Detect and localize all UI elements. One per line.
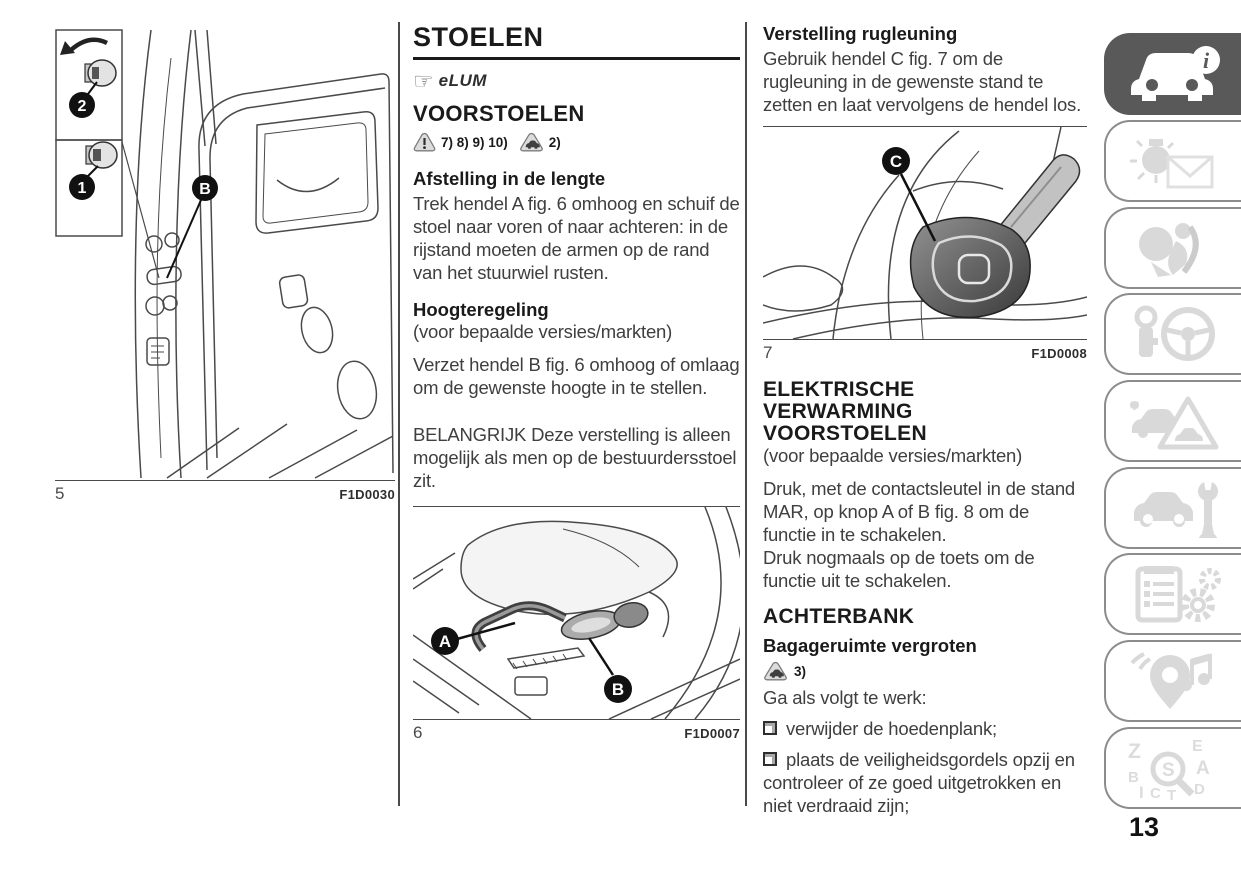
caution-refs: 2)	[548, 135, 561, 150]
svg-text:A: A	[1195, 758, 1210, 779]
heated-seats-heading-line3: VOORSTOELEN	[763, 422, 927, 445]
svg-text:T: T	[1166, 787, 1176, 800]
figure-7-backrest-handle-illustration	[763, 126, 1087, 363]
svg-text:I: I	[1138, 783, 1144, 800]
backrest-text: Gebruik hendel C fig. 7 om de rugleuning in de gewenste stand te zetten en laat vervolgens de hendel los.	[763, 48, 1082, 115]
safety-reference-row	[413, 132, 740, 153]
heated-seats-heading-line2: VERWARMING	[763, 400, 913, 423]
section-heading-achterbank: ACHTERBANK	[763, 605, 915, 628]
sidebar-tab-index[interactable]	[1104, 727, 1241, 809]
alphabetical-index-search-icon	[1126, 736, 1222, 800]
column-divider	[745, 22, 747, 806]
heated-seats-note: (voor bepaalde versies/markten)	[763, 445, 1023, 466]
svg-text:C: C	[1149, 785, 1161, 800]
sidebar-tab-safety[interactable]	[1104, 207, 1241, 289]
backrest-handle-drawing	[763, 126, 1087, 340]
section-heading-voorstoelen: VOORSTOELEN	[413, 101, 585, 126]
rear-seat-intro: Ga als volgt te werk:	[763, 687, 927, 708]
sidebar-tab-starting-driving[interactable]	[1104, 293, 1241, 375]
figure-6-number: 6	[413, 723, 423, 742]
figure-7-number: 7	[763, 343, 773, 362]
elum-reference	[413, 68, 740, 94]
pointing-hand-icon: ☞	[413, 67, 434, 94]
svg-text:Z: Z	[1127, 740, 1141, 763]
figure-5-code: F1D0030	[339, 487, 395, 502]
spec-list-gear-icon	[1126, 564, 1222, 624]
seat-levers-drawing	[413, 506, 740, 720]
square-bullet-icon	[763, 721, 777, 735]
multimedia-navigation-icon	[1126, 651, 1222, 711]
length-adjust-text: Trek hendel A fig. 6 omhoog en schuif de stoel naar voren of naar achteren: in de rijstand moeten de armen op de rand van het stuurwiel rusten.	[413, 193, 740, 283]
bullet-item-2	[763, 748, 1087, 817]
figure-7-code: F1D0008	[1031, 346, 1087, 361]
svg-text:S: S	[1161, 760, 1175, 781]
airbag-seatbelt-icon	[1126, 218, 1222, 278]
sidebar-tab-lights-messages[interactable]	[1104, 120, 1241, 202]
breakdown-triangle-icon	[1126, 391, 1222, 451]
key-steering-wheel-icon	[1126, 304, 1222, 364]
warning-light-message-icon	[1126, 131, 1222, 191]
right-column	[763, 22, 1087, 827]
callout-1-label: 1	[77, 180, 87, 197]
page-number: 13	[1128, 812, 1160, 842]
callout-A-label: A	[438, 632, 452, 651]
callout-B-label: B	[199, 181, 211, 198]
height-adjust-note: (voor bepaalde versies/markten)	[413, 321, 673, 342]
warning-refs: 7) 8) 9) 10)	[441, 135, 508, 150]
svg-text:D: D	[1193, 781, 1205, 798]
svg-text:i: i	[1202, 48, 1209, 73]
column-divider	[398, 22, 400, 806]
sidebar-tab-vehicle-info[interactable]	[1104, 33, 1241, 115]
svg-text:B: B	[1127, 769, 1139, 786]
sidebar-tab-emergency[interactable]	[1104, 380, 1241, 462]
caution-reference-row	[763, 661, 1087, 682]
car-wrench-icon	[1126, 478, 1222, 538]
elum-label: eLUM	[438, 71, 487, 90]
svg-text:E: E	[1191, 738, 1203, 755]
section-heading-heated-seats	[763, 379, 1087, 445]
sidebar-tab-servicing[interactable]	[1104, 467, 1241, 549]
sidebar-tab-technical-data[interactable]	[1104, 553, 1241, 635]
square-bullet-icon	[763, 752, 777, 766]
figure-5-door-pillar-illustration	[55, 28, 395, 504]
bullet-1-text: verwijder de hoedenplank;	[786, 718, 997, 739]
callout-C-label: C	[889, 152, 903, 171]
height-adjust-text: Verzet hendel B fig. 6 omhoog of omlaag om de gewenste hoogte in te stellen.	[413, 354, 740, 398]
warning-triangle-icon	[413, 132, 436, 153]
middle-column	[413, 22, 740, 743]
heated-seats-heading-line1: ELEKTRISCHE	[763, 378, 915, 401]
car-info-icon	[1125, 43, 1223, 105]
figure-6-code: F1D0007	[684, 726, 740, 741]
door-pillar-drawing	[55, 28, 395, 481]
sidebar-tab-multimedia[interactable]	[1104, 640, 1241, 722]
figure-6-seat-levers-illustration	[413, 506, 740, 743]
bullet-item-1	[763, 717, 1087, 740]
callout-B2-label: B	[611, 680, 625, 699]
subheading-backrest: Verstelling rugleuning	[763, 23, 958, 44]
car-caution-icon	[763, 661, 788, 682]
knob-2-graphic	[85, 60, 116, 86]
bullet-2-text: plaats de veiligheidsgordels opzij en controleer of ze goed uitgetrokken en niet verdraaid zijn;	[763, 749, 1075, 816]
heated-seats-text2: Druk nogmaals op de toets om de functie uit te schakelen.	[763, 547, 1035, 591]
car-caution-icon	[519, 132, 544, 153]
figure-5-number: 5	[55, 484, 65, 503]
caution-refs-3: 3)	[794, 664, 807, 679]
page-title: STOELEN	[413, 22, 740, 60]
subheading-bagage: Bagageruimte vergroten	[763, 635, 977, 656]
knob-1-graphic	[86, 142, 117, 168]
callout-2-label: 2	[77, 98, 87, 115]
height-adjust-important: BELANGRIJK Deze verstelling is alleen mogelijk als men op de bestuurdersstoel zit.	[413, 424, 737, 491]
subheading-length-adjust: Afstelling in de lengte	[413, 168, 606, 189]
subheading-height-adjust: Hoogteregeling	[413, 299, 549, 320]
heated-seats-text1: Druk, met de contactsleutel in de stand MAR, op knop A of B fig. 8 om de functie in te schakelen.	[763, 478, 1076, 545]
